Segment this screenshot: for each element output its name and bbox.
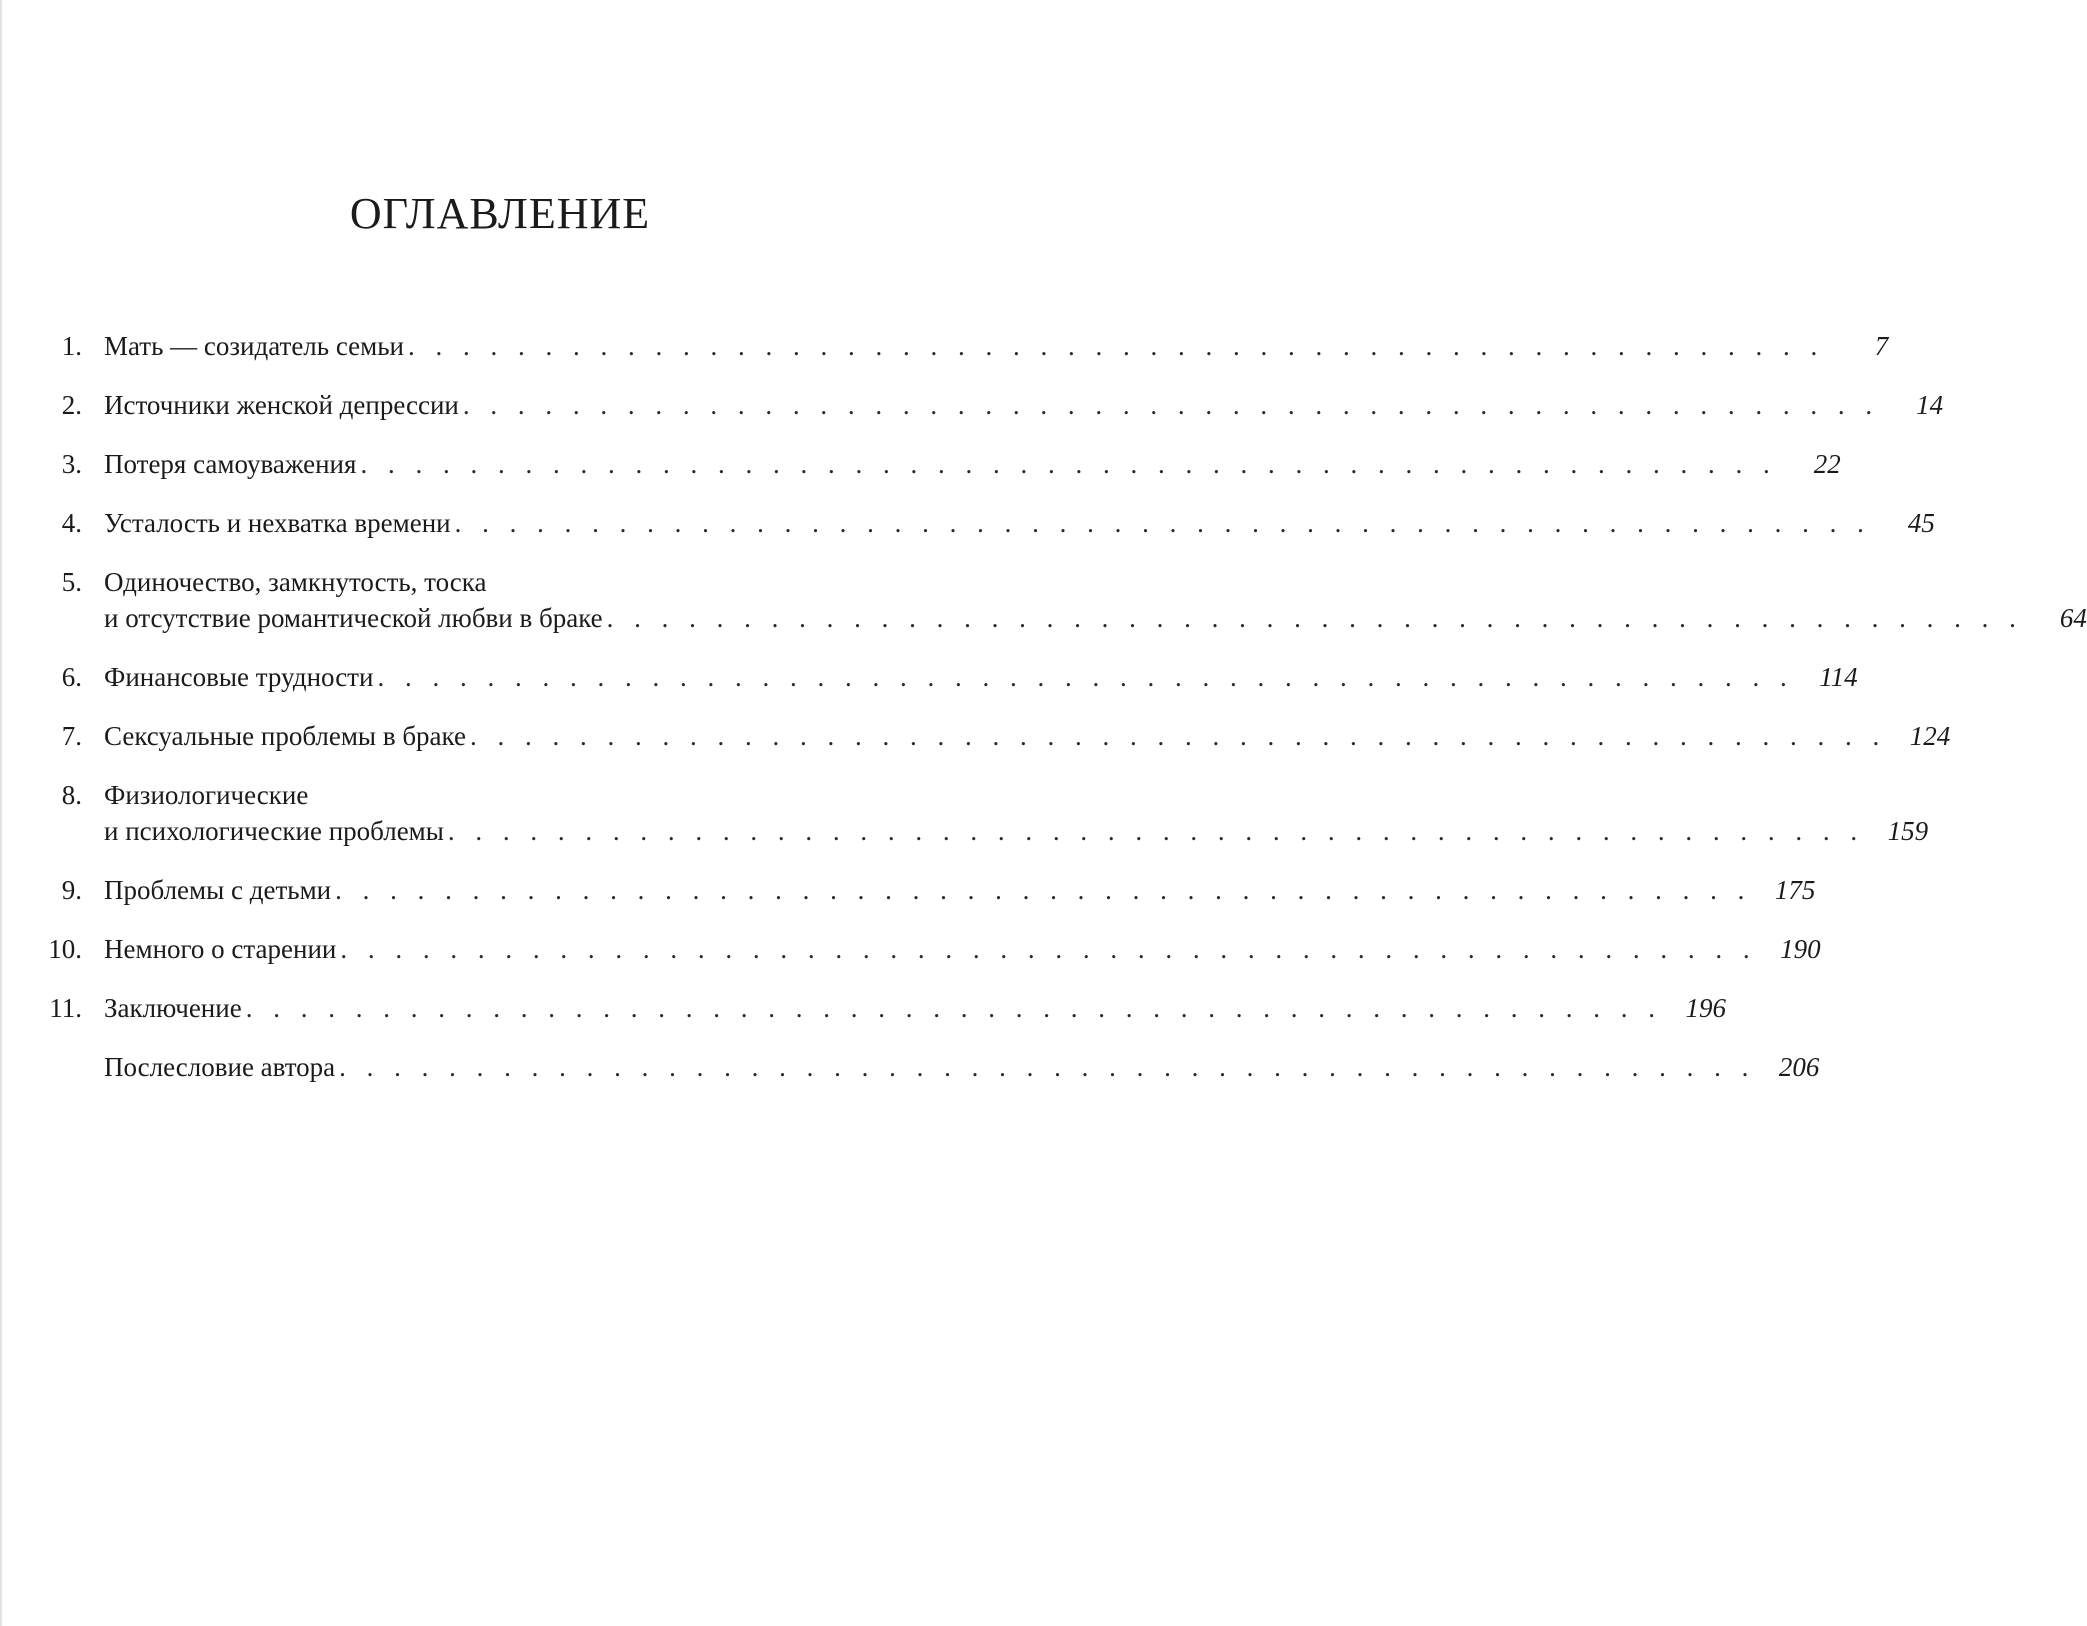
toc-entry-title-continued: и психологические проблемы (104, 816, 444, 846)
dot-leader: . . . . . . . . . . . . . . . . . . . . . . . . . . . . . . . . . . . . . . . . . . . . . . . . . . . . (335, 875, 1752, 905)
toc-entry-title: Проблемы с детьми (104, 875, 332, 905)
toc-entry-3[interactable] (40, 446, 1841, 482)
toc-entry-number: 11. (49, 993, 82, 1023)
dot-leader: . . . . . . . . . . . . . . . . . . . . . . . . . . . . . . . . . . . . . . . . . . . . . . . . . . . . (469, 721, 1887, 751)
toc-entry-5[interactable] (40, 564, 2087, 636)
toc-entry-page: 124 (1909, 721, 1951, 751)
toc-entry-8[interactable] (40, 777, 1929, 849)
toc-entry-2[interactable] (40, 387, 1944, 423)
toc-entry-number: 7. (61, 721, 82, 751)
toc-entry-6[interactable] (40, 659, 1858, 695)
toc-entry-1[interactable] (40, 328, 1889, 364)
toc-entry-page: 206 (1778, 1052, 1820, 1082)
toc-entry-title: Потеря самоуважения (104, 449, 357, 479)
toc-entry-page: 114 (1819, 662, 1858, 692)
dot-leader: . . . . . . . . . . . . . . . . . . . . . . . . . . . . . . . . . . . . . . . . . . . . . . . . . . . . (360, 449, 1777, 479)
toc-entry-title: Финансовые трудности (104, 662, 374, 692)
toc-entry-number: 8. (61, 780, 82, 810)
toc-entry-page: 45 (1907, 508, 1935, 538)
dot-leader: . . . . . . . . . . . . . . . . . . . . . . . . . . . . . . . . . . . . . . . . . . . . . . . . . . . . (462, 390, 1880, 420)
dot-leader: . . . . . . . . . . . . . . . . . . . . . . . . . . . . . . . . . . . . . . . . . . . . . . . . . . . . (245, 993, 1662, 1023)
dot-leader: . . . . . . . . . . . . . . . . . . . . . . . . . . . . . . . . . . . . . . . . . . . . . . . . . . . . (447, 816, 1865, 846)
toc-entry-number: 2. (61, 390, 82, 420)
toc-entry-number: 3. (61, 449, 82, 479)
dot-leader: . . . . . . . . . . . . . . . . . . . . . . . . . . . . . . . . . . . . . . . . . . . . . . . . . . . . (454, 508, 1871, 538)
toc-entry-number: 1. (61, 331, 82, 361)
toc-entry-title-continued: и отсутствие романтической любви в браке (104, 603, 603, 633)
toc-entry-title: Сексуальные проблемы в браке (104, 721, 466, 751)
dot-leader: . . . . . . . . . . . . . . . . . . . . . . . . . . . . . . . . . . . . . . . . . . . . . . . . . . . . (408, 331, 1825, 361)
toc-entry-page: 14 (1916, 390, 1944, 420)
toc-entry-page: 7 (1874, 331, 1889, 361)
toc-entry-page: 196 (1685, 993, 1726, 1023)
toc-entry-title: Одиночество, замкнутость, тоска (104, 567, 487, 597)
toc-entry-title: Источники женской депрессии (104, 390, 459, 420)
toc-entry-number: 4. (61, 508, 82, 538)
page-title: ОГЛАВЛЕНИЕ (349, 189, 651, 238)
toc-entry-9[interactable] (40, 872, 1816, 908)
toc-entry-number: 6. (61, 662, 82, 692)
toc-entry-page: 175 (1774, 875, 1816, 905)
dot-leader: . . . . . . . . . . . . . . . . . . . . . . . . . . . . . . . . . . . . . . . . . . . . . . . . . . . . (340, 934, 1757, 964)
toc-entry-7[interactable] (40, 718, 1951, 754)
toc-entry-page: 190 (1780, 934, 1821, 964)
toc-entry-page: 64 (2059, 603, 2087, 633)
toc-entry-number: 5. (61, 567, 82, 597)
toc-entry-4[interactable] (40, 505, 1935, 541)
toc-entry-title: Послесловие автора (104, 1052, 336, 1082)
toc-entry-title: Мать — созидатель семьи (104, 331, 404, 361)
toc-entry-title: Заключение (104, 993, 242, 1023)
toc-entry-page: 159 (1887, 816, 1929, 846)
table-of-contents (40, 328, 2087, 1108)
toc-entry-page: 22 (1813, 449, 1841, 479)
page-edge (0, 0, 3, 1626)
toc-entry-afterword[interactable] (40, 1049, 1820, 1085)
toc-entry-title: Немного о старении (104, 934, 337, 964)
toc-entry-number: 9. (61, 875, 82, 905)
dot-leader: . . . . . . . . . . . . . . . . . . . . . . . . . . . . . . . . . . . . . . . . . . . . . . . . . . . . (339, 1052, 1756, 1082)
toc-entry-number: 10. (48, 934, 82, 964)
dot-leader: . . . . . . . . . . . . . . . . . . . . . . . . . . . . . . . . . . . . . . . . . . . . . . . . . . . . (377, 662, 1794, 692)
dot-leader: . . . . . . . . . . . . . . . . . . . . . . . . . . . . . . . . . . . . . . . . . . . . . . . . . . . . (606, 603, 2023, 633)
toc-entry-11[interactable] (40, 990, 1726, 1026)
toc-entry-title: Физиологические (104, 780, 309, 810)
toc-entry-10[interactable] (40, 931, 1821, 967)
toc-entry-title: Усталость и нехватка времени (104, 508, 451, 538)
